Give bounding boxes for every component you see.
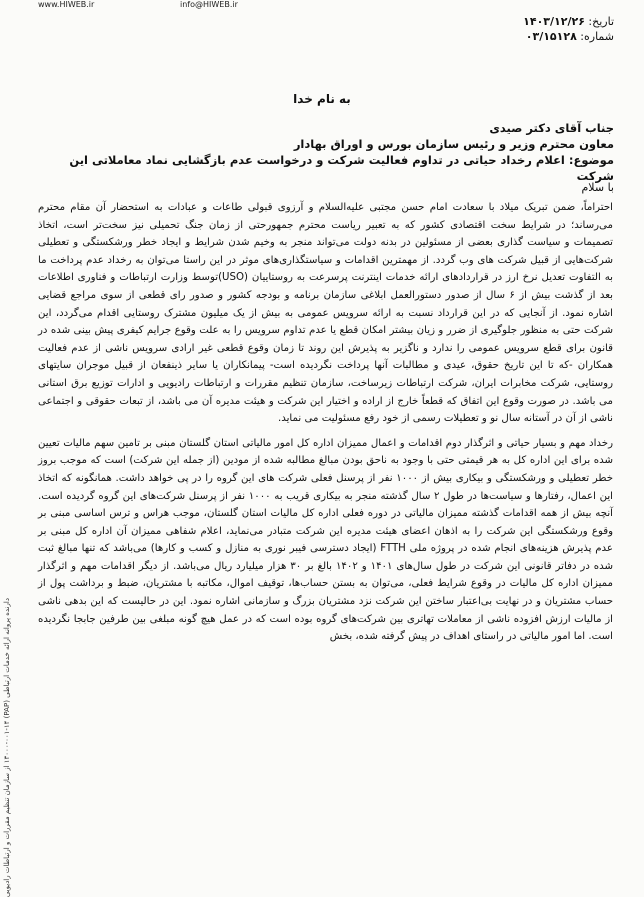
license-side-text: دارنده پروانه ارائه خدمات ارتباطی (PAP) ۱۳۰۰۰-۰۰۱-۱۴ از سازمان تنظیم مقررات و ارتباطات رادیویی <box>3 598 11 897</box>
date-value: ۱۴۰۳/۱۲/۲۶ <box>523 15 585 28</box>
number-value: ۰۳/۱۵۱۲۸ <box>525 30 577 43</box>
greeting: با سلام <box>581 181 614 194</box>
date-label: تاریخ: <box>588 15 614 28</box>
number-line <box>414 29 614 44</box>
number-label: شماره: <box>580 30 614 43</box>
date-line <box>414 14 614 29</box>
website-text: www.HIWEB.ir <box>38 0 95 9</box>
license-side-note <box>3 598 19 897</box>
basmala-heading: به نام خدا <box>293 92 351 106</box>
letter-body <box>38 199 613 653</box>
address-block <box>29 120 614 184</box>
paragraph-2: رخداد مهم و بسیار حیاتی و اثرگذار دوم اقدامات و اعمال ممیزان اداره کل امور مالیاتی استان گلستان مبنی بر تامین سهم مالیات تعیین شده برای این اداره کل به هر قیمتی حتی با وجود به ناحق بودن مبالغ مطالبه شده از مودین (از جمله این شرکت) است که موجب بروز خطر تعطیلی و ورشکستگی و بیکاری بیش از ۱۰۰۰ نفر از پرسنل فعلی شرکت های این گروه را در پی خواهد داشت. همانگونه که اتخاذ این اعمال، رفتارها و سیاست‌ها در طول ۲ سال گذشته منجر به بیکاری قریب به ۱۰۰۰ نفر از پرسنل شرکت‌های این گروه گردیده است. آنچه بیش از همه اقدامات گذشته ممیزان مالیاتی در دوره فعلی اداره کل مالیات استان گلستان، موجب هراس و ترس اساسی مبنی بر وقوع ورشکستگی این شرکت را به اذهان اعضای هیئت مدیره این شرکت متبادر می‌نماید، اعلام شفاهی ممیزان آن اداره کل مبنی بر عدم پذیرش هزینه‌های انجام شده در پروژه ملی FTTH (ایجاد دسترسی فیبر نوری به منازل و کسب و کارها) می‌باشد که تنها مبالغ ثبت شده در دفاتر قانونی این شرکت در طول سال‌های ۱۴۰۱ و ۱۴۰۲ بالغ بر ۳۰ هزار میلیارد ریال می‌باشد. از دیگر اقدامات مهم و اثرگذار ممیزان اداره کل مالیات در وقوع شرایط فعلی، می‌توان به بستن حساب‌ها، توقیف اموال، مکاتبه با مشتریان، ضبط و برداشت پول از حساب مشتریان و در نهایت بی‌اعتبار ساختن این شرکت نزد مشتریان بزرگ و سازمانی اشاره نمود. این در حالیست که این بدهی ناشی از مالیات ارزش افزوده ناشی از معاملات تهاتری بین شرکت‌های گروه بوده است که در عمل هیچ گونه مبلغی بین طرفین جابجا نگردیده است. اما امور مالیاتی در راستای اهداف در پیش گرفته شده، بخش <box>38 437 614 643</box>
recipient-name: جناب آقای دکتر صیدی <box>489 121 614 135</box>
letter-meta <box>414 14 614 44</box>
email-text: info@HIWEB.ir <box>180 0 238 9</box>
letter-subject: موضوع: اعلام رخداد حیاتی در تداوم فعالیت شرکت و درخواست عدم بازگشایی نماد معاملاتی این شرکت <box>69 153 614 183</box>
paragraph-1: احتراماً، ضمن تبریک میلاد با سعادت امام حسن مجتبی علیه‌السلام و آرزوی قبولی طاعات و عبادات به استحضار آن مقام محترم می‌رساند؛ در شرایط سخت اقتصادی کشور که به تعبیر ریاست محترم جمهورحتی از زمان جنگ تحمیلی نیز سخت‌تر است، اتخاذ تصمیمات و سیاست گذاری بعضی از مسئولین در بدنه دولت می‌تواند منجر به وخیم شدن شرایط و ایجاد خطر ورشکستگی و تعطیلی شرکت‌هایی از قبیل شرکت های وب گردد. از مهمترین اقدامات و سیاستگذاری‌های موثر در این راستا می‌توان به رخداد عدم پرداخت ما به التفاوت تعدیل نرخ ارز در قراردادهای ارائه خدمات اینترنت پرسرعت به روستاییان (USO)توسط وزارت ارتباطات و فناوری اطلاعات بعد از گذشت بیش از ۶ سال از صدور دستورالعمل ابلاغی سازمان برنامه و بودجه کشور و صدور رای قطعی از سوی مراجع قضایی اشاره نمود. از آنجایی که در این قرارداد نسبت به ارائه سرویس عمومی به بیش از یک میلیون مشترک روستایی اقدام می‌گردد، این شرکت حتی به منظور جلوگیری از ضرر و زیان بیشتر امکان قطع یا عدم تداوم سرویس را به علت وقوع جرایم کیفری پیش بینی شده در قانون برای قطع سرویس عمومی را ندارد و ناگزیر به پذیرش این روند تا زمان وقوع قطعی غیر ارادی سرویس ناشی از عدم فعالیت همکاران -که تا این تاریخ حقوق، عیدی و مطالبات آنها پرداخت نگردیده است- پیمانکاران یا سایر ذینفعان از قبیل موجران سایتهای روستایی، شرکت مخابرات ایران، شرکت ارتباطات زیرساخت، سازمان تنظیم مقررات و ارتباطات رادیویی و ادارات توزیع برق استانی می باشد. در صورت وقوع این اتفاق که قطعاً خارج از اراده و اختیار این شرکت و هیئت مدیره آن می باشد، از تبعات حقوقی و اجتماعی ناشی از آن در آستانه سال نو و تعطیلات رسمی از خود رفع مسئولیت می نماید. <box>38 202 613 425</box>
recipient-position: معاون محترم وزیر و رئیس سازمان بورس و اوراق بهادار <box>293 137 614 151</box>
